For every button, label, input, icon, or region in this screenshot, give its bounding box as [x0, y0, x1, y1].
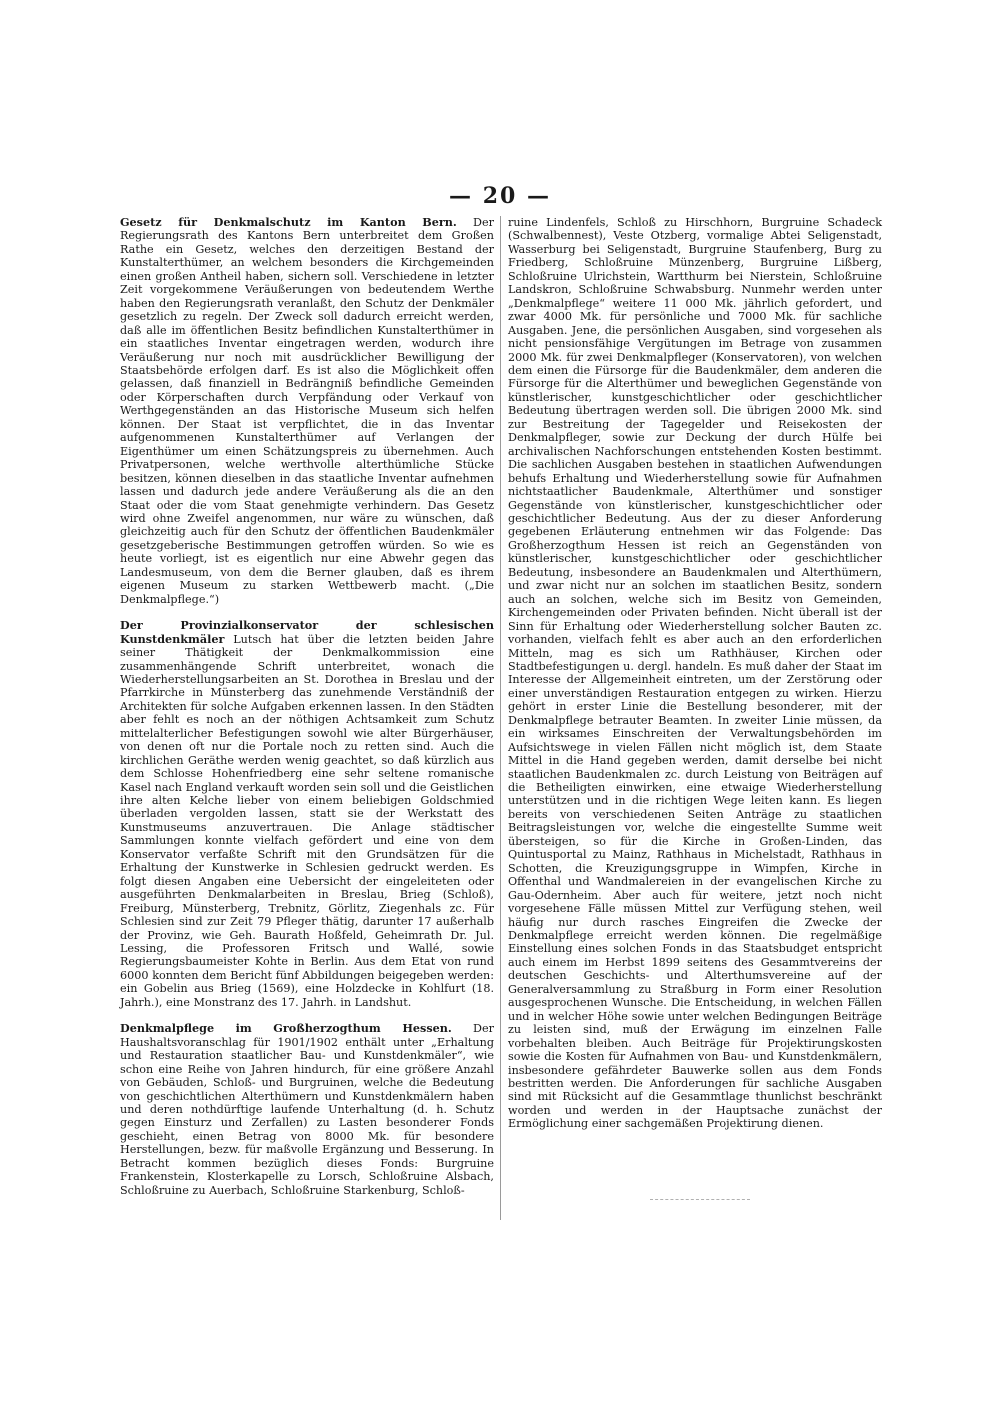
article-heading: Denkmalpflege im Großherzogthum Hessen.: [120, 1021, 452, 1036]
article-heading: Gesetz für Denkmalschutz im Kanton Bern.: [120, 215, 457, 229]
article-body: Lutsch hat über die letzten beiden Jahre seiner Thätigkeit der Denkmalkommission eine zusammenhängende Schrift unterbreitet, wonach die Wiederherstellungsarbeiten an St. Dorothea in Breslau und der Pfarrkirche in Münsterberg das zunehmende Verständniß der Architekten für solche Aufgaben erkennen lassen. In den Städten aber fehlt es noch an der nöthigen Achtsamkeit zum Schutz mittelalterlicher Befestigungen sowohl wie alter Bürgerhäuser, von denen oft nur die Portale noch zu retten sind. Auch die kirchlichen Geräthe werden wenig geachtet, so daß kürzlich aus dem Schlosse Hohenfriedberg eine sehr seltene romanische Kasel nach England verkauft worden sein soll und die Geistlichen ihre alten Kelche lieber von einem beliebigen Goldschmied überladen vergolden lassen, statt sie der Werkstatt des Kunstmuseums anzuvertrauen. Die Anlage städtischer Sammlungen konnte vielfach gefördert und eine von dem Konservator verfaßte Schrift mit den Grundsätzen für die Erhaltung der Kunstwerke in Schlesien gedruckt werden. Es folgt diesen Angaben eine Uebersicht der eingeleiteten oder ausgeführten Denkmalarbeiten in Breslau, Brieg (Schloß), Freiburg, Münsterberg, Trebnitz, Görlitz, Ziegenhals zc. Für Schlesien sind zur Zeit 79 Pfleger thätig, darunter 17 außerhalb der Provinz, wie Geh. Baurath Hoßfeld, Geheimrath Dr. Jul. Lessing, die Professoren Fritsch und Wallé, sowie Regierungsbaumeister Kohte in Berlin. Aus dem Etat von rund 6000 konnten dem Bericht fünf Abbildungen beigegeben werden: ein Gobelin aus Brieg (1569), eine Holzdecke in Kohlfurt (18. Jahrh.), eine Monstranz des 17. Jahrh. in Landshut.: [120, 632, 494, 1009]
article-heading: Der Provinzialkonservator der schlesischen Kunstdenkmäler: [120, 618, 494, 646]
article-bern: [120, 216, 494, 606]
article-body: Der Haushaltsvoranschlag für 1901/1902 enthält unter „Erhaltung und Restauration staatlicher Bau- und Kunstdenkmäler“, wie schon eine Reihe von Jahren hindurch, für eine größere Anzahl von Gebäuden, Schloß- und Burgruinen, welche die Bedeutung von geschichtlichen Alterthümern und Kunstdenkmälern haben und deren nothdürftige laufende Unterhaltung (d. h. Schutz gegen Einsturz und Zerfallen) zu Lasten besonderer Fonds geschieht, einen Betrag von 8000 Mk. für besondere Herstellungen, bezw. für maßvolle Ergänzung und Besserung. In Betracht kommen bezüglich dieses Fonds: Burgruine Frankenstein, Klosterkapelle zu Lorsch, Schloßruine Alsbach, Schloßruine zu Auerbach, Schloßruine Starkenburg, Schloß-: [120, 1022, 494, 1197]
article-source: („Die Denkmalpflege.“): [120, 579, 494, 606]
left-column: [120, 216, 494, 1197]
article-hessen: [120, 1022, 494, 1197]
end-separator: [650, 1199, 750, 1200]
column-divider: [500, 216, 501, 1220]
article-body: Der Regierungsrath des Kantons Bern unterbreitet dem Großen Rathe ein Gesetz, welches den derzeitigen Bestand der Kunstalterthümer, an welchem besonders die Kirchgemeinden einen großen Antheil haben, sichern soll. Verschiedene in letzter Zeit vorgekommene Veräußerungen von bedeutendem Werthe haben den Regierungsrath veranlaßt, den Schutz der Denkmäler gesetzlich zu regeln. Der Zweck soll dadurch erreicht werden, daß alle im öffentlichen Besitz befindlichen Kunstalterthümer in ein staatliches Inventar eingetragen werden, wodurch ihre Veräußerung nur noch mit ausdrücklicher Bewilligung der Staatsbehörde erfolgen darf. Es ist also die Möglichkeit offen gelassen, daß finanziell in Bedrängniß befindliche Gemeinden oder Körperschaften durch Verpfändung oder Verkauf von Werthgegenständen an das Historische Museum sich helfen können. Der Staat ist verpflichtet, die in das Inventar aufgenommenen Kunstalterthümer auf Verlangen der Eigenthümer um einen Schätzungspreis zu übernehmen. Auch Privatpersonen, welche werthvolle alterthümliche Stücke besitzen, können dieselben in das staatliche Inventar aufnehmen lassen und dadurch jede andere Veräußerung als die an den Staat oder die vom Staat genehmigte verhindern. Das Gesetz wird ohne Zweifel angenommen, nur wäre zu wünschen, daß gleichzeitig auch für den Schutz der öffentlichen Baudenkmäler gesetzgeberische Bestimmungen getroffen würden. So wie es heute vorliegt, ist es eigentlich nur eine Abwehr gegen das Landesmuseum, von dem die Berner glauben, daß es ihrem eigenen Museum zu starken Wettbewerb macht.: [120, 216, 494, 593]
article-hessen-continued: ruine Lindenfels, Schloß zu Hirschhorn, Burgruine Schadeck (Schwalbennest), Veste Otzberg, vormalige Abtei Seligenstadt, Wasserburg bei Seligenstadt, Burgruine Staufenberg, Burg zu Friedberg, Schloßruine Münzenberg, Burgruine Lißberg, Schloßruine Ulrichstein, Wartthurm bei Nierstein, Schloßruine Landskron, Schloßruine Schwabsburg. Nunmehr werden unter „Denkmalpflege“ weitere 11 000 Mk. jährlich gefordert, und zwar 4000 Mk. für persönliche und 7000 Mk. für sachliche Ausgaben. Jene, die persönlichen Ausgaben, sind vorgesehen als nicht pensionsfähige Vergütungen im Betrage von zusammen 2000 Mk. für zwei Denkmalpfleger (Konservatoren), von welchen dem einen die Fürsorge für die Baudenkmäler, dem anderen die Fürsorge für die Alterthümer und beweglichen Gegenstände von künstlerischer, kunstgeschichtlicher oder geschichtlicher Bedeutung übertragen werden soll. Die übrigen 2000 Mk. sind zur Bestreitung der Tagegelder und Reisekosten der Denkmalpfleger, sowie zur Deckung der durch Hülfe bei archivalischen Nachforschungen entstehenden Kosten bestimmt. Die sachlichen Ausgaben bestehen in staatlichen Aufwendungen behufs Erhaltung und Wiederherstellung sowie für Aufnahmen nichtstaatlicher Baudenkmale, Alterthümer und sonstiger Gegenstände von künstlerischer, kunstgeschichtlicher oder geschichtlicher Bedeutung. Aus der zu dieser Anforderung gegebenen Erläuterung entnehmen wir das Folgende: Das Großherzogthum Hessen ist reich an Gegenständen von künstlerischer, kunstgeschichtlicher oder geschichtlicher Bedeutung, insbesondere an Baudenkmalen und Alterthümern, und zwar nicht nur an solchen im staatlichen Besitz, sondern auch an solchen, welche sich im Besitz von Gemeinden, Kirchengemeinden oder Privaten befinden. Nicht überall ist der Sinn für Erhaltung oder Wiederherstellung solcher Bauten zc. vorhanden, vielfach fehlt es aber auch an den erforderlichen Mitteln, mag es sich um Rathhäuser, Kirchen oder Stadtbefestigungen u. dergl. handeln. Es muß daher der Staat im Interesse der Allgemeinheit eintreten, um der Zerstörung oder einer unverständigen Restauration entgegen zu wirken. Hierzu gehört in erster Linie die Bestellung besonderer, mit der Denkmalpflege betrauter Beamten. In zweiter Linie müssen, da ein wirksames Einschreiten der Verwaltungsbehörden im Aufsichtswege in vielen Fällen nicht möglich ist, dem Staate Mittel in die Hand gegeben werden, damit derselbe bei nicht staatlichen Baudenkmalen zc. durch Leistung von Beiträgen auf die Betheiligten einwirken, eine etwaige Wiederherstellung unterstützen und in die richtigen Wege leiten kann. Es liegen bereits von verschiedenen Seiten Anträge zu staatlichen Beitragsleistungen vor, welche die eingestellte Summe weit übersteigen, so für die Kirche in Großen-Linden, das Quintusportal zu Mainz, Rathhaus in Michelstadt, Rathhaus in Schotten, die Kreuzigungsgruppe in Wimpfen, Kirche in Offenthal und Wandmalereien in der evangelischen Kirche zu Gau-Odernheim. Aber auch für weitere, jetzt noch nicht vorgesehene Fälle müssen Mittel zur Verfügung stehen, weil häufig nur durch rasches Eingreifen die Zwecke der Denkmalpflege erreicht werden können. Die regelmäßige Einstellung eines solchen Fonds in das Staatsbudget entspricht auch einem im Herbst 1899 seitens des Gesammtvereins der deutschen Geschichts- und Alterthumsvereine auf der Generalversammlung zu Straßburg in Form einer Resolution ausgesprochenen Wunsche. Die Entscheidung, in welchen Fällen und in welcher Höhe sowie unter welchen Bedingungen Beiträge zu leisten sind, muß der Erwägung im einzelnen Falle vorbehalten bleiben. Auch Beiträge für Projektirungskosten sowie die Kosten für Aufnahmen von Bau- und Kunstdenkmälern, insbesondere gefährdeter Bauwerke sollen aus dem Fonds bestritten werden. Die Anforderungen für sachliche Ausgaben sind mit Rücksicht auf die Gesammtlage thunlichst beschränkt worden und werden in der Hauptsache zunächst der Ermöglichung einer sachgemäßen Projektirung dienen.: [508, 216, 882, 1131]
article-schlesien: [120, 619, 494, 1009]
page-number: — 20 —: [449, 183, 551, 209]
right-column: [508, 216, 882, 1131]
